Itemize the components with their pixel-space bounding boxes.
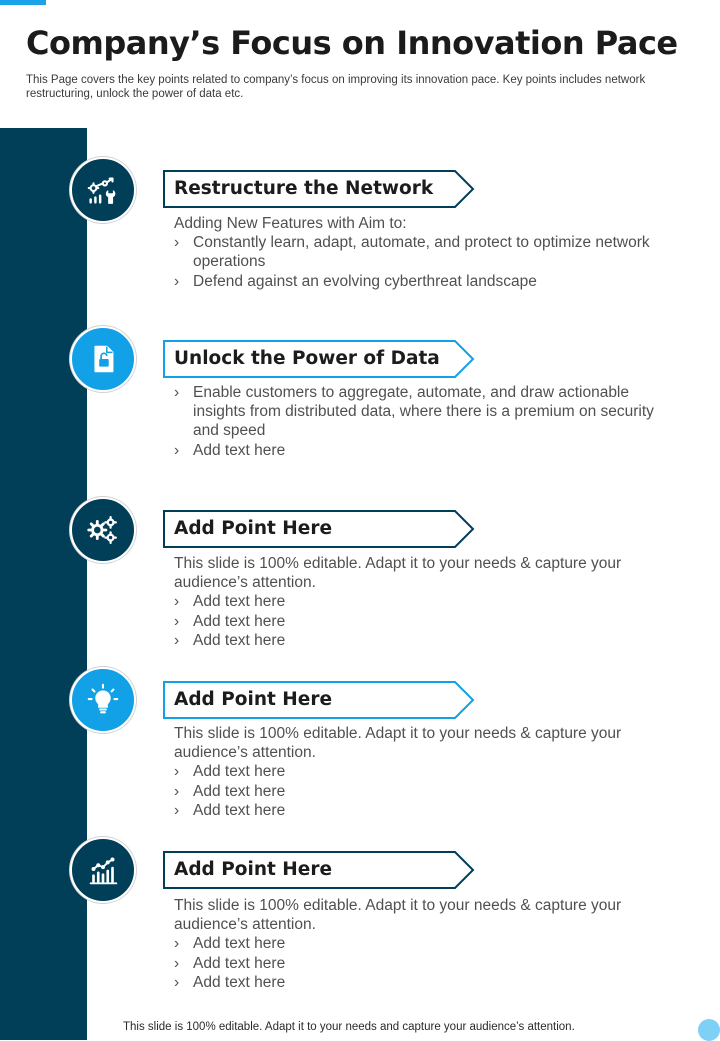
- gears-icon: [84, 511, 122, 549]
- list-item: › Add text here: [174, 782, 286, 800]
- section-4-body: [174, 724, 674, 820]
- page-title: Company’s Focus on Innovation Pace: [26, 24, 678, 62]
- section-4-title: Add Point Here: [174, 689, 333, 710]
- section-3-intro: This slide is 100% editable. Adapt it to your needs & capture your audience’s attention.: [174, 555, 622, 592]
- list-item: › Add text here: [174, 954, 286, 972]
- list-item: › Add text here: [174, 935, 286, 953]
- section-2-icon-circle: [70, 326, 136, 392]
- section-1-title: Restructure the Network: [174, 178, 434, 199]
- unlocked-document-icon: [84, 340, 122, 378]
- section-1-intro: Adding New Features with Aim to:: [174, 215, 407, 232]
- network-tools-icon: [84, 171, 122, 209]
- section-4-icon-circle: [70, 667, 136, 733]
- section-5-icon-circle: [70, 837, 136, 903]
- top-accent-bar: [0, 0, 46, 5]
- section-1-body: [174, 214, 674, 291]
- page-subtitle: This Page covers the key points related to company’s focus on improving its innovation pace. Key points includes network restructuring, unlock the power of data etc.: [26, 74, 646, 100]
- section-3-body: [174, 554, 674, 650]
- section-4-intro: This slide is 100% editable. Adapt it to your needs & capture your audience’s attention.: [174, 725, 622, 762]
- section-5-body: [174, 896, 674, 992]
- side-bar: [0, 128, 87, 1040]
- section-2-title: Unlock the Power of Data: [174, 348, 440, 369]
- section-1-banner: [163, 170, 475, 208]
- growth-chart-icon: [84, 851, 122, 889]
- list-item: › Add text here: [174, 441, 286, 459]
- list-item: › Add text here: [174, 973, 286, 991]
- list-item: › Defend against an evolving cyberthreat landscape: [174, 272, 537, 290]
- list-item: › Add text here: [174, 593, 286, 611]
- section-3-banner: [163, 510, 475, 548]
- list-item: › Add text here: [174, 801, 286, 819]
- lightbulb-icon: [84, 681, 122, 719]
- section-3-title: Add Point Here: [174, 518, 333, 539]
- footer-note: This slide is 100% editable. Adapt it to your needs and capture your audience’s attention.: [123, 1021, 575, 1033]
- list-item: › Constantly learn, adapt, automate, and protect to optimize network operations: [174, 234, 650, 271]
- list-item: › Add text here: [174, 763, 286, 781]
- section-5-banner: [163, 851, 475, 889]
- section-2-banner: [163, 340, 475, 378]
- section-5-title: Add Point Here: [174, 859, 333, 880]
- section-1-icon-circle: [70, 157, 136, 223]
- corner-dot: [698, 1019, 720, 1041]
- section-4-banner: [163, 681, 475, 719]
- list-item: › Add text here: [174, 631, 286, 649]
- section-3-icon-circle: [70, 497, 136, 563]
- list-item: › Add text here: [174, 612, 286, 630]
- section-5-intro: This slide is 100% editable. Adapt it to your needs & capture your audience’s attention.: [174, 897, 622, 934]
- section-2-body: [174, 383, 674, 460]
- list-item: › Enable customers to aggregate, automate, and draw actionable insights from distributed data, where there is a premium on security and speed: [174, 384, 654, 440]
